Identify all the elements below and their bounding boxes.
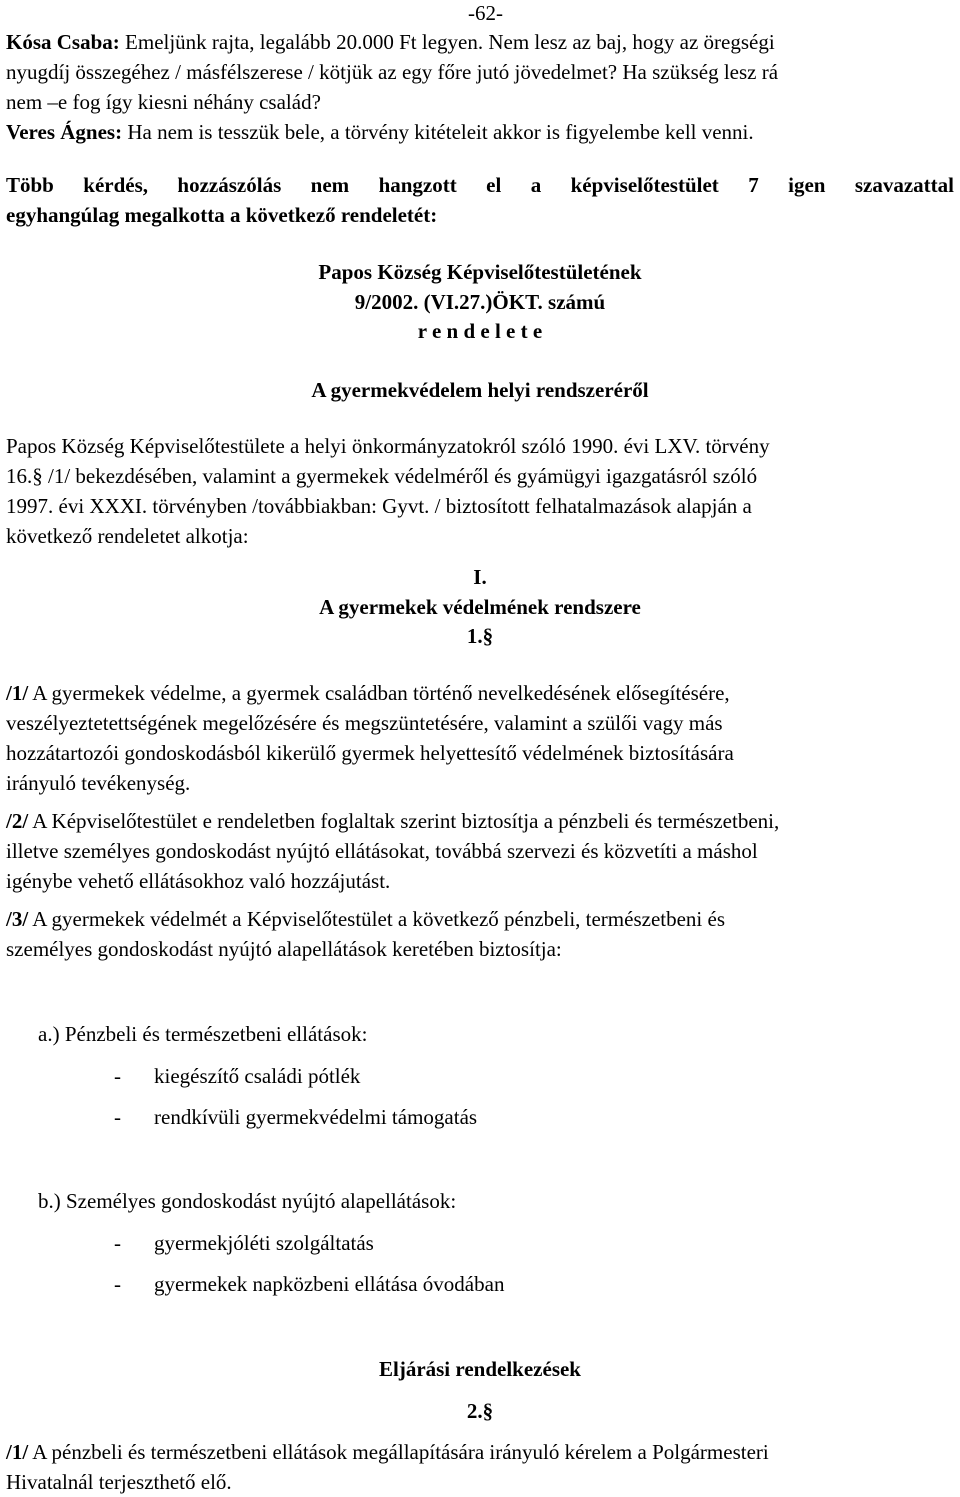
list-item: - gyermekek napközbeni ellátása óvodában: [114, 1272, 505, 1296]
paragraph-line: [6, 1437, 954, 1467]
chapter-heading: A gyermekek védelmének rendszere: [319, 595, 641, 619]
paragraph-label: /1/: [6, 1440, 29, 1464]
paragraph-1: [6, 678, 954, 798]
paragraph-line: igénybe vehető ellátásokhoz való hozzájutást.: [6, 869, 391, 893]
decision-line-1: Több kérdés, hozzászólás nem hangzott el a képviselőtestület 7 igen szavazattal: [6, 173, 954, 197]
paragraph-line: irányuló tevékenység.: [6, 771, 191, 795]
list-b-label: b.) Személyes gondoskodást nyújtó alapellátások:: [38, 1189, 457, 1213]
intro-line-3: nem –e fog így kiesni néhány család?: [6, 90, 321, 114]
procedures-heading: Eljárási rendelkezések: [378, 1357, 581, 1381]
preamble-line-1: Papos Község Képviselőtestülete a helyi önkormányzatokról szóló 1990. évi LXV. törvény: [6, 434, 770, 458]
list-item: - rendkívüli gyermekvédelmi támogatás: [114, 1105, 478, 1129]
paragraph-3: [6, 904, 954, 964]
intro-line-2: nyugdíj összegéhez / másfélszerese / kötjük az egy főre jutó jövedelmet? Ha szükség lesz rá: [6, 60, 779, 84]
preamble-line-3: 1997. évi XXXI. törvényben /továbbiakban: Gyvt. / biztosított felhatalmazások alapján a: [6, 494, 752, 518]
ordinance-title-1: Papos Község Képviselőtestületének: [318, 260, 642, 284]
speaker-name: Veres Ágnes:: [6, 120, 123, 144]
list-item-text: gyermekjóléti szolgáltatás: [154, 1231, 374, 1255]
paragraph-label: /2/: [6, 809, 29, 833]
intro-line-4: [6, 117, 954, 147]
preamble-block: [6, 431, 954, 551]
decision-line-2: egyhangúlag megalkotta a következő rendeletét:: [6, 203, 438, 227]
section-number-2: 2.§: [466, 1399, 494, 1423]
paragraph-line: [6, 678, 954, 708]
list-item: - kiegészítő családi pótlék: [114, 1064, 361, 1088]
paragraph-line: személyes gondoskodást nyújtó alapellátások keretében biztosítja:: [6, 937, 562, 961]
paragraph-line: [6, 806, 954, 836]
paragraph-text: A gyermekek védelme, a gyermek családban történő nevelkedésének elősegítésére,: [32, 681, 730, 705]
paragraph-line: veszélyeztetettségének megelőzésére és megszüntetésére, valamint a szülői vagy más: [6, 711, 723, 735]
paragraph-label: /3/: [6, 907, 29, 931]
intro-block: [6, 27, 954, 147]
decision-block: [6, 170, 954, 230]
paragraph-line: illetve személyes gondoskodást nyújtó ellátásokat, továbbá szervezi és közvetíti a máshol: [6, 839, 758, 863]
paragraph-text: A gyermekek védelmét a Képviselőtestület a következő pénzbeli, természetbeni és: [32, 907, 725, 931]
paragraph-text: A Képviselőtestület e rendeletben foglaltak szerint biztosítja a pénzbeli és természetbeni,: [32, 809, 780, 833]
speech-text: Ha nem is tesszük bele, a törvény kitételeit akkor is figyelembe kell venni.: [127, 120, 754, 144]
speaker-name: Kósa Csaba:: [6, 30, 120, 54]
page-number: -62-: [468, 1, 503, 25]
paragraph-line: [6, 904, 954, 934]
preamble-line-4: következő rendeletet alkotja:: [6, 524, 249, 548]
paragraph-4: [6, 1437, 954, 1497]
preamble-line-2: 16.§ /1/ bekezdésében, valamint a gyermekek védelméről és gyámügyi igazgatásról szóló: [6, 464, 758, 488]
chapter-number: I.: [473, 565, 487, 589]
paragraph-text: A pénzbeli és természetbeni ellátások megállapítására irányuló kérelem a Polgármesteri: [32, 1440, 769, 1464]
intro-line-1: [6, 27, 954, 57]
ordinance-subject: A gyermekvédelem helyi rendszeréről: [311, 378, 649, 402]
list-item-text: gyermekek napközbeni ellátása óvodában: [154, 1272, 505, 1296]
ordinance-title-3: r e n d e l e t e: [417, 319, 543, 343]
section-number: 1.§: [466, 624, 494, 648]
paragraph-line: Hivatalnál terjeszthető elő.: [6, 1470, 232, 1494]
list-item: - gyermekjóléti szolgáltatás: [114, 1231, 374, 1255]
list-item-text: kiegészítő családi pótlék: [154, 1064, 361, 1088]
paragraph-2: [6, 806, 954, 896]
list-item-text: rendkívüli gyermekvédelmi támogatás: [154, 1105, 478, 1129]
paragraph-line: hozzátartozói gondoskodásból kikerülő gyermek helyettesítő védelmének biztosítására: [6, 741, 734, 765]
paragraph-label: /1/: [6, 681, 29, 705]
ordinance-title-2: 9/2002. (VI.27.)ÖKT. számú: [354, 290, 606, 314]
list-a-label: a.) Pénzbeli és természetbeni ellátások:: [38, 1022, 368, 1046]
speech-text: Emeljünk rajta, legalább 20.000 Ft legyen. Nem lesz az baj, hogy az öregségi: [125, 30, 775, 54]
